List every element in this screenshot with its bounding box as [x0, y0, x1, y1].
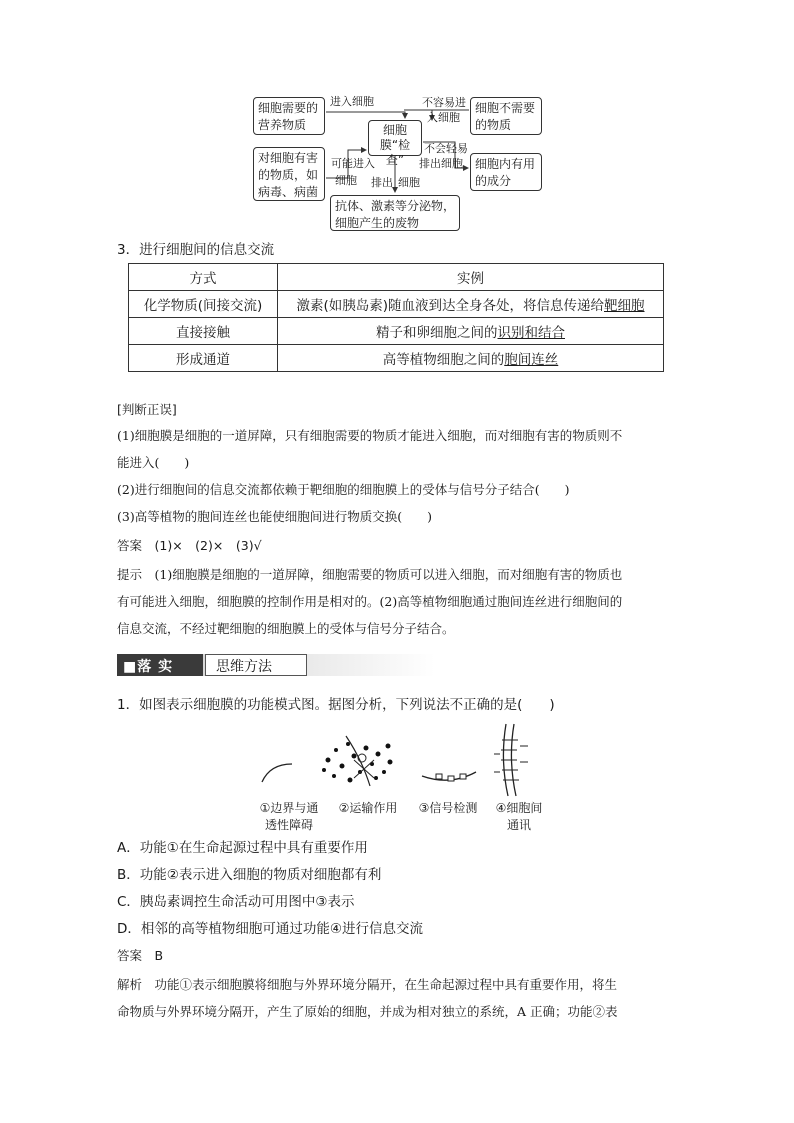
- table-header-row: [129, 264, 664, 291]
- nutrients-box: 细胞需要的营养物质: [253, 97, 325, 135]
- label-not-easily-1: 不会轻易: [424, 142, 468, 155]
- label-enter: 进入细胞: [330, 95, 374, 108]
- judge-hint-line3: 信息交流，不经过靶细胞的细胞膜上的受体与信号分子结合。: [117, 621, 455, 636]
- judge-hint-line1: 提示 (1)细胞膜是细胞的一道屏障，细胞需要的物质可以进入细胞，而对细胞有害的物质也: [117, 567, 623, 582]
- question-1-stem: 1．如图表示细胞膜的功能模式图。据图分析，下列说法不正确的是( ): [117, 697, 555, 713]
- secretions-waste-box: 抗体、激素等分泌物，细胞产生的废物: [330, 195, 460, 231]
- judge-q1-line1: (1)细胞膜是细胞的一道屏障，只有细胞需要的物质才能进入细胞，而对细胞有害的物质则不: [117, 428, 623, 443]
- option-d: D．相邻的高等植物细胞可通过功能④进行信息交流: [117, 921, 423, 937]
- table-row: [129, 318, 664, 345]
- analysis-line2: 命物质与外界环境分隔开，产生了原始的细胞，并成为相对独立的系统，A 正确；功能②表: [117, 1004, 618, 1019]
- table-row: [129, 291, 664, 318]
- judge-q3: (3)高等植物的胞间连丝也能使细胞间进行物质交换( ): [117, 509, 432, 524]
- judge-q2: (2)进行细胞间的信息交流都依赖于靶细胞的细胞膜上的受体与信号分子结合( ): [117, 482, 570, 497]
- fig-label-3: ③信号检测: [418, 801, 478, 815]
- question-1-answer: 答案 B: [117, 948, 164, 963]
- cell-example: 激素(如胰岛素)随血液到达全身各处，将信息传递给靶细胞: [278, 291, 664, 318]
- section-banner: [117, 654, 435, 676]
- judge-answer: 答案 (1)× (2)× (3)√: [117, 538, 262, 553]
- label-possible-enter-1: 可能进入: [331, 157, 375, 170]
- banner-left-label: ■落 实: [123, 659, 174, 675]
- header-example: 实例: [278, 264, 664, 291]
- cell-method: 形成通道: [129, 345, 278, 372]
- membrane-function-figure: [250, 720, 550, 800]
- banner-right-label: 思维方法: [216, 659, 272, 675]
- label-expel-1: 排出: [371, 176, 393, 189]
- option-b: B．功能②表示进入细胞的物质对细胞都有利: [117, 867, 382, 883]
- membrane-check-box: 细胞膜“检查”: [368, 120, 422, 156]
- cell-example: 精子和卵细胞之间的识别和结合: [278, 318, 664, 345]
- analysis-line1: 解析 功能①表示细胞膜将细胞与外界环境分隔开，在生命起源过程中具有重要作用，将生: [117, 977, 618, 992]
- fig-label-1: ①边界与通 透性障碍: [259, 801, 319, 832]
- section-3-title: 3．进行细胞间的信息交流: [117, 242, 275, 258]
- label-possible-enter-2: 细胞: [335, 174, 357, 187]
- option-a: A．功能①在生命起源过程中具有重要作用: [117, 840, 368, 856]
- label-not-easily-2: 排出细胞: [419, 157, 463, 170]
- fig-label-4: ④细胞间 通讯: [495, 801, 543, 832]
- option-c: C．胰岛素调控生命活动可用图中③表示: [117, 894, 355, 910]
- judge-title: [判断正误]: [117, 402, 177, 417]
- fig-label-2: ②运输作用: [338, 801, 398, 815]
- cell-example: 高等植物细胞之间的胞间连丝: [278, 345, 664, 372]
- label-not-easy-2: 入细胞: [427, 111, 460, 124]
- unneeded-substances-box: 细胞不需要的物质: [470, 97, 542, 135]
- header-method: 方式: [129, 264, 278, 291]
- table-row: [129, 345, 664, 372]
- harmful-substances-box: 对细胞有害的物质，如病毒、病菌: [253, 147, 325, 201]
- label-not-easy-1: 不容易进: [422, 96, 466, 109]
- flow-arrows: [240, 90, 560, 240]
- judge-hint-line2: 有可能进入细胞，细胞膜的控制作用是相对的。(2)高等植物细胞通过胞间连丝进行细胞间的: [117, 594, 623, 609]
- useful-components-box: 细胞内有用的成分: [470, 153, 542, 191]
- judge-q1-line2: 能进入( ): [117, 455, 190, 470]
- cell-method: 直接接触: [129, 318, 278, 345]
- cell-method: 化学物质(间接交流): [129, 291, 278, 318]
- communication-table: [128, 263, 664, 372]
- arrow-enter: [326, 112, 405, 118]
- label-expel-2: 细胞: [398, 176, 420, 189]
